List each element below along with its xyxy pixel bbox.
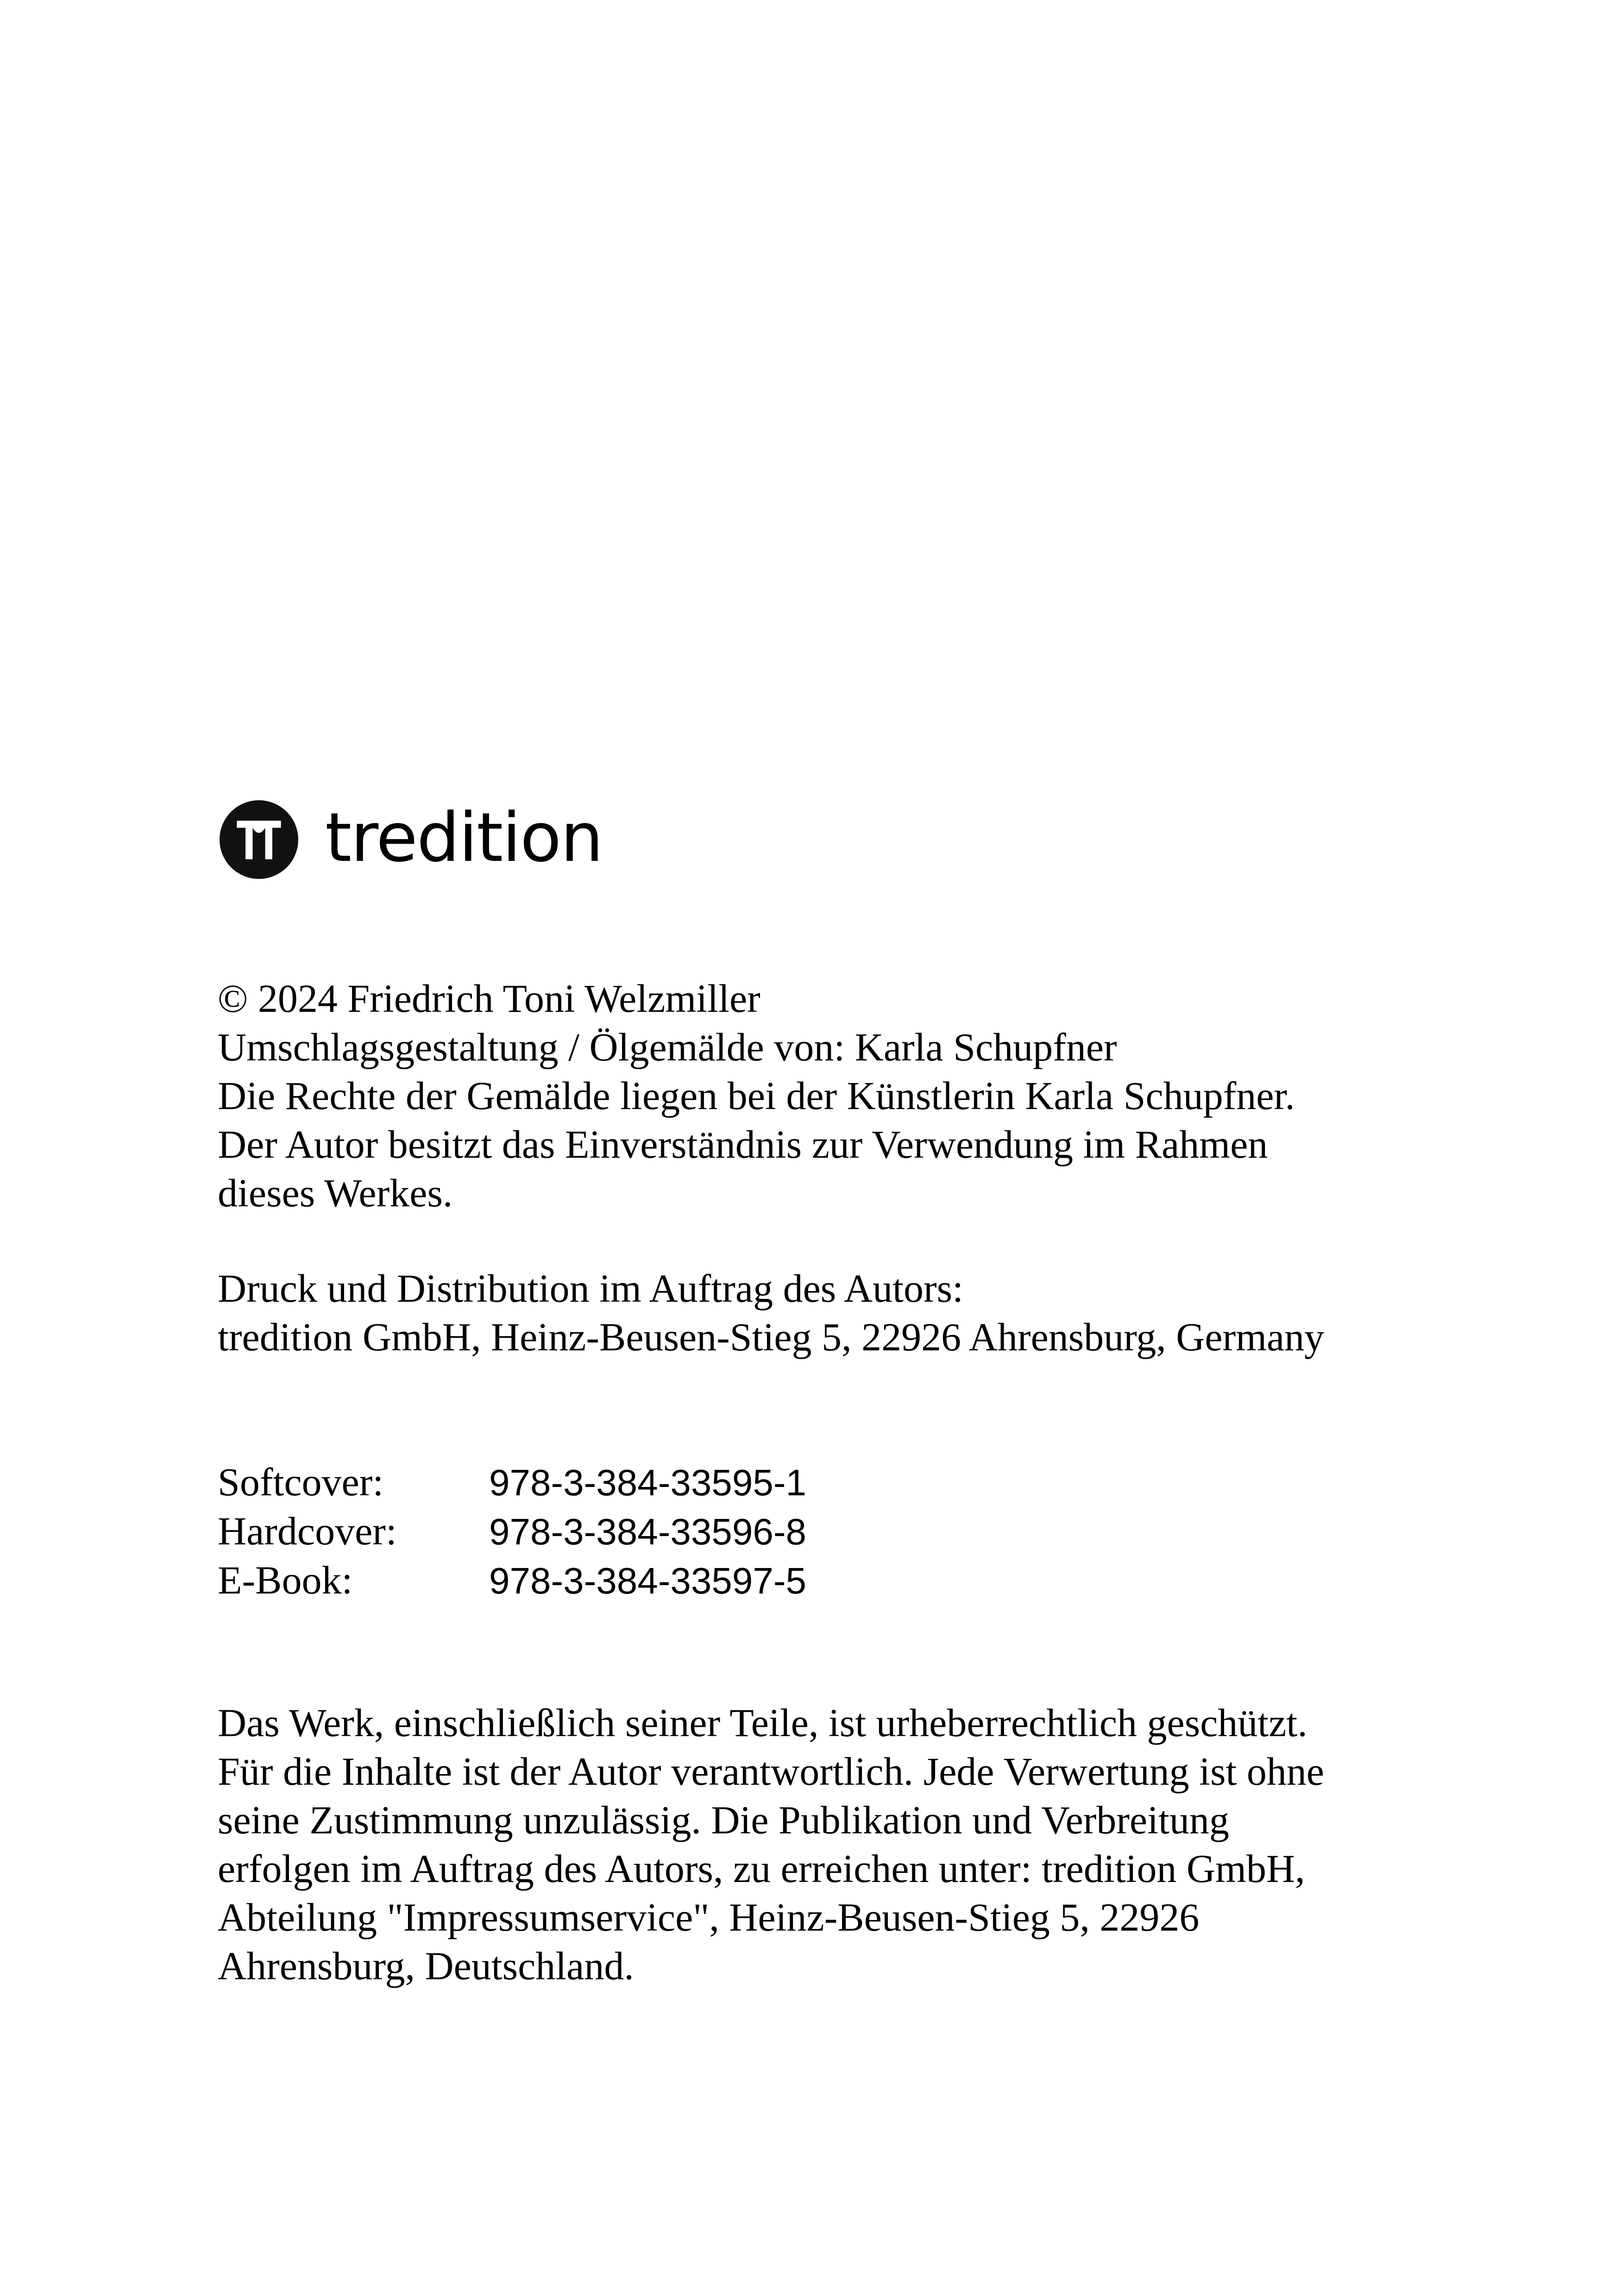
consent-line-end: dieses Werkes. [218,1171,453,1215]
isbn-row-ebook [218,1556,806,1605]
legal-line: Für die Inhalte ist der Autor verantwortlich. Jede Verwertung ist ohne [218,1749,1325,1794]
rights-line: Die Rechte der Gemälde liegen bei der Künstlerin Karla Schupfner. [218,1073,1295,1118]
publisher-logo [220,800,603,879]
distribution-block [218,1264,1324,1361]
isbn-label: E-Book: [218,1558,353,1602]
tredition-logo-icon [220,800,298,879]
isbn-row-softcover [218,1458,806,1507]
isbn-number: 978-3-384-33595-1 [489,1462,806,1503]
isbn-number: 978-3-384-33597-5 [489,1560,806,1601]
consent-line: Der Autor besitzt das Einverständnis zur Verwendung im Rahmen [218,1122,1268,1167]
legal-line: Abteilung "Impressumservice", Heinz-Beusen-Stieg 5, 22926 [218,1895,1200,1939]
legal-line: Ahrensburg, Deutschland. [218,1944,634,1988]
isbn-number: 978-3-384-33596-8 [489,1511,806,1552]
copyright-line: © 2024 Friedrich Toni Welzmiller [218,976,760,1021]
cover-design-line: Umschlagsgestaltung / Ölgemälde von: Karla Schupfner [218,1025,1117,1069]
isbn-row-hardcover [218,1507,806,1556]
isbn-label: Softcover: [218,1460,384,1504]
distribution-heading: Druck und Distribution im Auftrag des Autors: [218,1266,963,1311]
imprint-block [218,974,1295,1217]
isbn-block [218,1458,806,1605]
logo-wordmark: tredition [325,798,603,877]
legal-line: seine Zustimmung unzulässig. Die Publikation und Verbreitung [218,1798,1230,1842]
publisher-address: tredition GmbH, Heinz-Beusen-Stieg 5, 22926 Ahrensburg, Germany [218,1315,1325,1359]
legal-line: Das Werk, einschließlich seiner Teile, ist urheberrechtlich geschützt. [218,1700,1307,1745]
legal-line: erfolgen im Auftrag des Autors, zu erreichen unter: tredition GmbH, [218,1846,1305,1891]
isbn-label: Hardcover: [218,1509,397,1553]
legal-notice-block [218,1699,1324,1990]
